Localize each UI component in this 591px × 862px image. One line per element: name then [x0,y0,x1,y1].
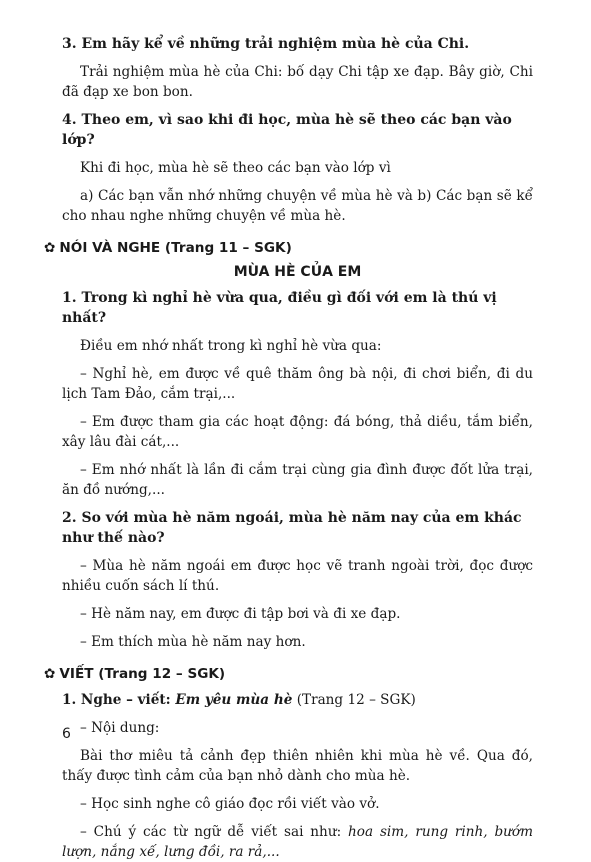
page-number: 6 [62,726,71,742]
section-label: VIẾT (Trang 12 – SGK) [59,666,226,682]
instruction-bullet [62,822,533,862]
answer-4-intro: Khi đi học, mùa hè sẽ theo các bạn vào lớp vì [80,160,391,176]
flower-icon: ✿ [44,666,56,682]
question-s1-2: 2. So với mùa hè năm ngoái, mùa hè năm nay của em khác như thế nào? [62,510,522,546]
subheading-suffix: (Trang 12 – SGK) [292,692,416,708]
subheading-nghe-viet [62,690,533,710]
answer-3: Trải nghiệm mùa hè của Chi: bố dạy Chi tập xe đạp. Bây giờ, Chi đã đạp xe bon bon. [62,64,533,100]
instruction-bullet: – Học sinh nghe cô giáo đọc rồi viết vào vở. [80,796,380,812]
section-heading-viet [44,664,533,684]
answer-s1-1-bullet: – Nghỉ hè, em được về quê thăm ông bà nội, đi chơi biển, đi du lịch Tam Đảo, cắm trại,... [62,366,533,402]
question-s1-1: 1. Trong kì nghỉ hè vừa qua, điều gì đối với em là thú vị nhất? [62,290,497,326]
answer-s1-1-bullet: – Em nhớ nhất là lần đi cắm trại cùng gia đình được đốt lửa trại, ăn đồ nướng,... [62,462,533,498]
poem-title: Em yêu mùa hè [175,692,293,708]
subheading-prefix: 1. Nghe – viết: [62,692,176,708]
content-text: Bài thơ miêu tả cảnh đẹp thiên nhiên khi mùa hè về. Qua đó, thấy được tình cảm của bạn nhỏ dành cho mùa hè. [62,748,533,784]
answer-s1-2-bullet: – Em thích mùa hè năm nay hơn. [80,634,306,650]
flower-icon: ✿ [44,240,56,256]
section-title: MÙA HÈ CỦA EM [233,264,362,280]
content-label: – Nội dung: [80,720,160,736]
question-4: 4. Theo em, vì sao khi đi học, mùa hè sẽ theo các bạn vào lớp? [62,112,512,148]
instruction-prefix: – Chú ý các từ ngữ dễ viết sai như: [80,824,349,840]
answer-s1-1-bullet: – Em được tham gia các hoạt động: đá bóng, thả diều, tắm biển, xây lâu đài cát,... [62,414,533,450]
question-3: 3. Em hãy kể về những trải nghiệm mùa hè của Chi. [62,36,470,52]
section-label: NÓI VÀ NGHE (Trang 11 – SGK) [59,240,292,256]
answer-s1-2-bullet: – Hè năm nay, em được đi tập bơi và đi xe đạp. [80,606,401,622]
section-heading-noi-va-nghe [44,238,533,258]
answer-s1-2-bullet: – Mùa hè năm ngoái em được học vẽ tranh ngoài trời, đọc được nhiều cuốn sách lí thú. [62,558,533,594]
answer-4-body: a) Các bạn vẫn nhớ những chuyện về mùa hè và b) Các bạn sẽ kể cho nhau nghe những chuyện về mùa hè. [62,188,533,224]
answer-s1-1-intro: Điều em nhớ nhất trong kì nghỉ hè vừa qua: [80,338,382,354]
difficult-words: hoa sim, rung rinh, bướm lượn, nắng xế, lưng đồi, ra rả,... [62,824,533,860]
